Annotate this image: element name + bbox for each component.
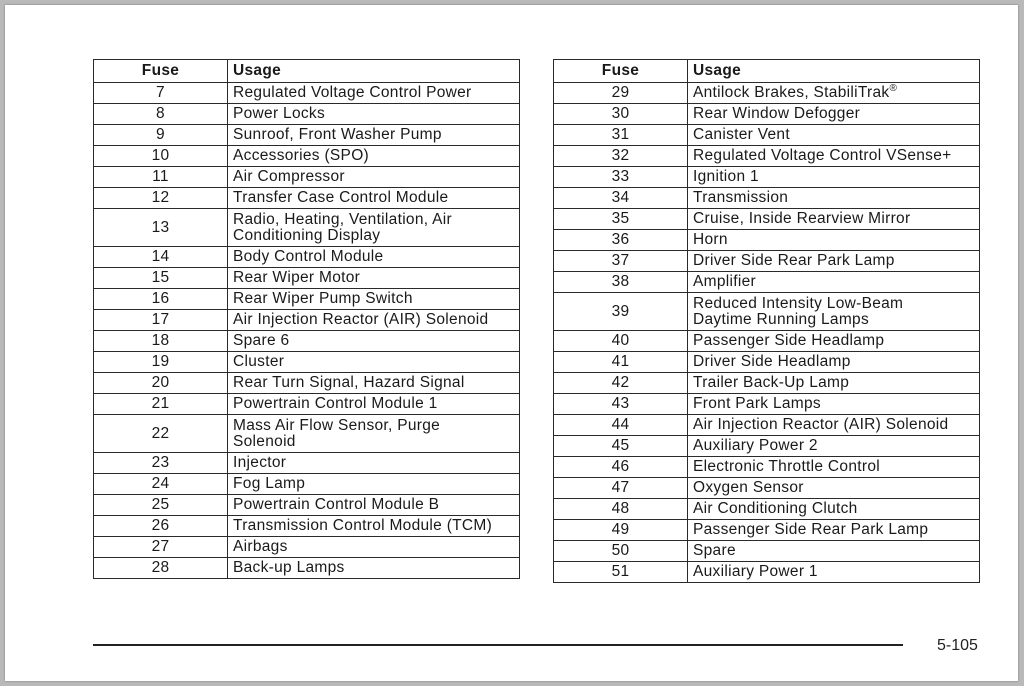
- fuse-number: 35: [554, 209, 688, 230]
- fuse-number: 16: [94, 289, 228, 310]
- fuse-usage-text: Trailer Back-Up Lamp: [693, 374, 850, 391]
- fuse-usage-text: Powertrain Control Module 1: [233, 395, 438, 412]
- table-row: [94, 310, 520, 331]
- table-row: [94, 415, 520, 453]
- footer-divider: [93, 644, 903, 646]
- fuse-usage-text-line2: Daytime Running Lamps: [693, 310, 870, 328]
- table-row: [554, 251, 980, 272]
- fuse-number: 31: [554, 125, 688, 146]
- fuse-number: 51: [554, 562, 688, 583]
- fuse-usage: [228, 209, 520, 247]
- fuse-usage-text: Passenger Side Headlamp: [693, 332, 885, 349]
- fuse-usage-text: Back-up Lamps: [233, 559, 345, 576]
- table-row: [554, 104, 980, 125]
- table-row: [554, 394, 980, 415]
- fuse-usage-text: Powertrain Control Module B: [233, 496, 440, 513]
- fuse-table-left: [93, 59, 520, 579]
- fuse-usage: [688, 83, 980, 104]
- table-row: [94, 247, 520, 268]
- fuse-usage-text: Accessories (SPO): [233, 147, 370, 164]
- fuse-usage-text: Cluster: [233, 353, 285, 370]
- fuse-usage-text: Ignition 1: [693, 168, 759, 185]
- fuse-usage-text: Cruise, Inside Rearview Mirror: [693, 210, 911, 227]
- fuse-usage: [228, 289, 520, 310]
- fuse-number: 40: [554, 331, 688, 352]
- fuse-usage: [688, 167, 980, 188]
- table-row: [94, 558, 520, 579]
- fuse-number: 21: [94, 394, 228, 415]
- fuse-usage-text: Reduced Intensity Low-Beam: [693, 294, 904, 312]
- fuse-number: 22: [94, 415, 228, 453]
- fuse-number: 37: [554, 251, 688, 272]
- table-row: [554, 478, 980, 499]
- fuse-usage-text: Driver Side Rear Park Lamp: [693, 252, 895, 269]
- usage-column-header: Usage: [688, 60, 980, 83]
- fuse-usage-text: Amplifier: [693, 273, 756, 290]
- fuse-usage: [228, 373, 520, 394]
- table-row: [554, 352, 980, 373]
- table-row: [94, 188, 520, 209]
- fuse-number: 9: [94, 125, 228, 146]
- fuse-usage: [688, 125, 980, 146]
- fuse-usage: [688, 146, 980, 167]
- fuse-usage-text: Electronic Throttle Control: [693, 458, 881, 475]
- fuse-number: 20: [94, 373, 228, 394]
- table-row: [94, 146, 520, 167]
- fuse-usage-text: Oxygen Sensor: [693, 479, 804, 496]
- fuse-number: 10: [94, 146, 228, 167]
- fuse-usage: [688, 209, 980, 230]
- fuse-number: 49: [554, 520, 688, 541]
- fuse-number: 50: [554, 541, 688, 562]
- usage-column-header: Usage: [228, 60, 520, 83]
- table-row: [554, 562, 980, 583]
- page-number: 5-105: [937, 637, 978, 654]
- fuse-number: 41: [554, 352, 688, 373]
- table-row: [554, 541, 980, 562]
- table-row: [554, 125, 980, 146]
- fuse-usage: [228, 352, 520, 373]
- fuse-usage: [688, 394, 980, 415]
- fuse-number: 27: [94, 537, 228, 558]
- fuse-usage: [688, 230, 980, 251]
- registered-mark: ®: [889, 82, 898, 94]
- table-row: [554, 520, 980, 541]
- fuse-usage-text-line2: Conditioning Display: [233, 226, 381, 244]
- fuse-usage: [228, 394, 520, 415]
- fuse-number: 29: [554, 83, 688, 104]
- fuse-usage-text: Canister Vent: [693, 126, 790, 143]
- table-row: [554, 457, 980, 478]
- fuse-number: 11: [94, 167, 228, 188]
- fuse-number: 19: [94, 352, 228, 373]
- fuse-usage: [688, 520, 980, 541]
- table-row: [554, 83, 980, 104]
- fuse-usage: [688, 415, 980, 436]
- fuse-number: 39: [554, 293, 688, 331]
- fuse-number: 28: [94, 558, 228, 579]
- fuse-usage: [688, 478, 980, 499]
- fuse-usage-text: Power Locks: [233, 105, 326, 122]
- fuse-usage-text: Airbags: [233, 538, 288, 555]
- manual-page: [5, 5, 1018, 681]
- fuse-usage: [228, 495, 520, 516]
- fuse-usage-text: Spare 6: [233, 332, 290, 349]
- fuse-usage: [228, 516, 520, 537]
- fuse-usage: [228, 146, 520, 167]
- fuse-number: 42: [554, 373, 688, 394]
- fuse-number: 7: [94, 83, 228, 104]
- fuse-number: 12: [94, 188, 228, 209]
- table-row: [554, 188, 980, 209]
- fuse-column-header: Fuse: [94, 60, 228, 83]
- fuse-usage: [688, 499, 980, 520]
- table-row: [94, 373, 520, 394]
- fuse-usage: [228, 453, 520, 474]
- table-row: [94, 104, 520, 125]
- fuse-usage: [228, 247, 520, 268]
- table-row: [94, 516, 520, 537]
- fuse-usage-text: Auxiliary Power 2: [693, 437, 818, 454]
- fuse-number: 32: [554, 146, 688, 167]
- fuse-number: 36: [554, 230, 688, 251]
- fuse-usage-text: Air Injection Reactor (AIR) Solenoid: [233, 311, 489, 328]
- table-row: [554, 415, 980, 436]
- fuse-usage: [688, 541, 980, 562]
- fuse-usage: [688, 188, 980, 209]
- fuse-number: 17: [94, 310, 228, 331]
- table-row: [94, 331, 520, 352]
- fuse-usage: [228, 188, 520, 209]
- fuse-usage: [688, 457, 980, 478]
- fuse-number: 47: [554, 478, 688, 499]
- fuse-usage: [228, 537, 520, 558]
- table-row: [94, 209, 520, 247]
- table-row: [94, 537, 520, 558]
- fuse-number: 46: [554, 457, 688, 478]
- fuse-usage-text: Radio, Heating, Ventilation, Air: [233, 210, 452, 228]
- fuse-usage: [228, 558, 520, 579]
- fuse-usage: [688, 562, 980, 583]
- table-row: [554, 209, 980, 230]
- fuse-usage-text: Driver Side Headlamp: [693, 353, 851, 370]
- fuse-usage: [688, 272, 980, 293]
- fuse-number: 33: [554, 167, 688, 188]
- fuse-usage: [228, 104, 520, 125]
- fuse-number: 43: [554, 394, 688, 415]
- fuse-number: 24: [94, 474, 228, 495]
- fuse-usage-text: Rear Window Defogger: [693, 105, 861, 122]
- fuse-usage-text: Horn: [693, 231, 728, 248]
- table-row: [94, 268, 520, 289]
- fuse-usage-text: Body Control Module: [233, 248, 384, 265]
- fuse-usage: [228, 474, 520, 495]
- table-row: [94, 83, 520, 104]
- fuse-usage: [688, 352, 980, 373]
- fuse-usage-text: Transmission Control Module (TCM): [233, 517, 493, 534]
- fuse-usage-text: Rear Turn Signal, Hazard Signal: [233, 374, 465, 391]
- table-row: [94, 474, 520, 495]
- fuse-usage: [688, 293, 980, 331]
- fuse-usage: [688, 104, 980, 125]
- fuse-number: 23: [94, 453, 228, 474]
- fuse-usage-text: Transmission: [693, 189, 789, 206]
- fuse-usage: [228, 125, 520, 146]
- fuse-column-header: Fuse: [554, 60, 688, 83]
- fuse-usage: [228, 331, 520, 352]
- fuse-number: 44: [554, 415, 688, 436]
- fuse-usage-text: Air Injection Reactor (AIR) Solenoid: [693, 416, 949, 433]
- fuse-number: 38: [554, 272, 688, 293]
- table-row: [554, 167, 980, 188]
- table-row: [554, 436, 980, 457]
- fuse-usage: [228, 415, 520, 453]
- table-row: [94, 352, 520, 373]
- fuse-usage-text: Rear Wiper Motor: [233, 269, 361, 286]
- fuse-usage: [688, 373, 980, 394]
- fuse-usage: [688, 331, 980, 352]
- fuse-number: 30: [554, 104, 688, 125]
- fuse-number: 48: [554, 499, 688, 520]
- table-row: [554, 230, 980, 251]
- fuse-number: 15: [94, 268, 228, 289]
- fuse-usage-text: Mass Air Flow Sensor, Purge: [233, 416, 441, 434]
- fuse-number: 26: [94, 516, 228, 537]
- fuse-usage-text: Antilock Brakes, StabiliTrak: [693, 84, 890, 101]
- table-row: [554, 373, 980, 394]
- fuse-number: 25: [94, 495, 228, 516]
- table-row: [94, 394, 520, 415]
- fuse-usage: [688, 251, 980, 272]
- fuse-number: 14: [94, 247, 228, 268]
- table-row: [94, 453, 520, 474]
- fuse-table-right: [553, 59, 980, 583]
- fuse-usage: [228, 310, 520, 331]
- fuse-number: 8: [94, 104, 228, 125]
- fuse-usage-text: Air Conditioning Clutch: [693, 500, 858, 517]
- table-row: [554, 293, 980, 331]
- table-row: [94, 167, 520, 188]
- fuse-number: 18: [94, 331, 228, 352]
- fuse-usage-text: Auxiliary Power 1: [693, 563, 818, 580]
- fuse-usage-text: Transfer Case Control Module: [233, 189, 449, 206]
- fuse-usage-text: Sunroof, Front Washer Pump: [233, 126, 442, 143]
- fuse-usage-text: Regulated Voltage Control VSense+: [693, 147, 952, 164]
- table-row: [94, 125, 520, 146]
- fuse-usage: [228, 167, 520, 188]
- fuse-number: 34: [554, 188, 688, 209]
- fuse-usage: [228, 268, 520, 289]
- table-row: [554, 499, 980, 520]
- fuse-usage: [688, 436, 980, 457]
- fuse-usage: [228, 83, 520, 104]
- fuse-usage-text: Regulated Voltage Control Power: [233, 84, 472, 101]
- fuse-usage-text-line2: Solenoid: [233, 432, 296, 450]
- fuse-number: 13: [94, 209, 228, 247]
- table-row: [94, 495, 520, 516]
- fuse-usage-text: Passenger Side Rear Park Lamp: [693, 521, 929, 538]
- table-row: [94, 289, 520, 310]
- fuse-usage-text: Fog Lamp: [233, 475, 306, 492]
- fuse-usage-text: Injector: [233, 454, 287, 471]
- fuse-usage-text: Air Compressor: [233, 168, 345, 185]
- table-row: [554, 146, 980, 167]
- fuse-number: 45: [554, 436, 688, 457]
- table-row: [554, 272, 980, 293]
- table-row: [554, 331, 980, 352]
- fuse-usage-text: Front Park Lamps: [693, 395, 821, 412]
- fuse-usage-text: Spare: [693, 542, 736, 559]
- fuse-usage-text: Rear Wiper Pump Switch: [233, 290, 413, 307]
